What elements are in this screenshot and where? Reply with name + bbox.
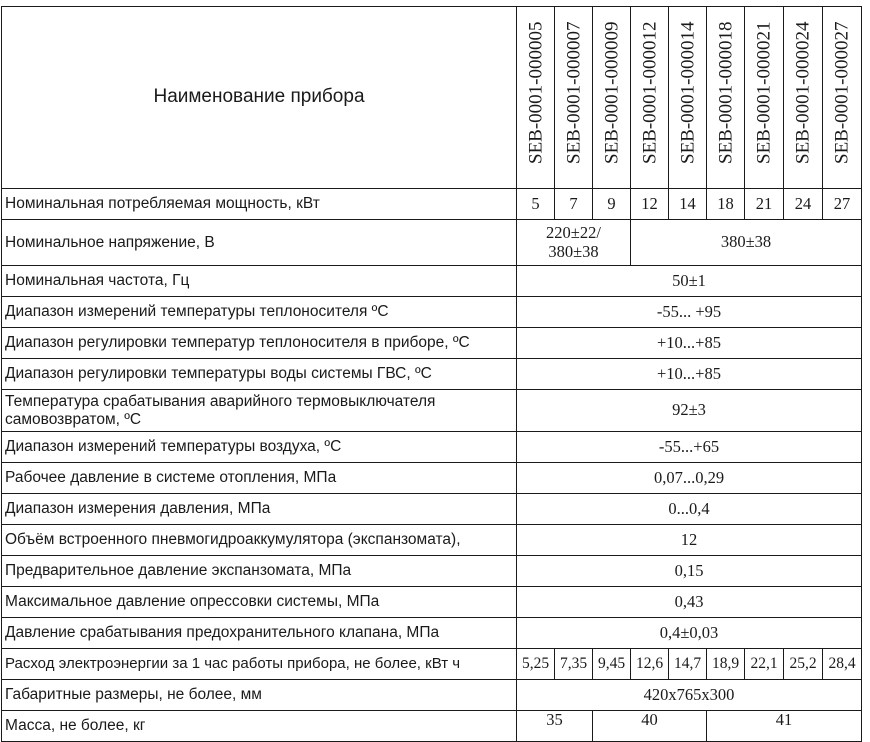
energy-value: 18,9	[707, 649, 745, 680]
row-label: Масса, не более, кг	[2, 711, 517, 742]
row-label: Объём встроенного пневмогидроаккумулятора (экспанзомата),	[2, 525, 517, 556]
row-label: Номинальная частота, Гц	[2, 266, 517, 297]
table-row	[2, 525, 862, 556]
measure-temp-value: -55... +95	[517, 297, 862, 328]
power-value: 9	[593, 189, 631, 220]
energy-value: 22,1	[745, 649, 784, 680]
model-header: SEB-0001-000009	[593, 7, 631, 189]
pressure-range-value: 0...0,4	[517, 494, 862, 525]
table-row	[2, 359, 862, 390]
row-label: Номинальное напряжение, В	[2, 220, 517, 266]
max-pressure-value: 0,43	[517, 587, 862, 618]
name-header: Наименование прибора	[2, 7, 517, 189]
model-header: SEB-0001-000027	[823, 7, 862, 189]
table-row	[2, 494, 862, 525]
precharge-value: 0,15	[517, 556, 862, 587]
mass-value-c: 41	[707, 711, 862, 742]
accumulator-value: 12	[517, 525, 862, 556]
frequency-value: 50±1	[517, 266, 862, 297]
work-pressure-value: 0,07...0,29	[517, 463, 862, 494]
spec-table	[1, 6, 862, 742]
model-header: SEB-0001-000018	[707, 7, 745, 189]
mass-value-b: 40	[593, 711, 707, 742]
power-value: 21	[745, 189, 784, 220]
dimensions-value: 420х765х300	[517, 680, 862, 711]
table-row	[2, 432, 862, 463]
row-label: Предварительное давление экспанзомата, МПа	[2, 556, 517, 587]
table-row	[2, 587, 862, 618]
row-label: Диапазон измерений температуры теплоносителя ºС	[2, 297, 517, 328]
air-temp-value: -55...+65	[517, 432, 862, 463]
mass-value-a: 35	[517, 711, 593, 742]
row-label: Габаритные размеры, не более, мм	[2, 680, 517, 711]
power-value: 24	[784, 189, 823, 220]
model-header: SEB-0001-000012	[631, 7, 669, 189]
power-value: 12	[631, 189, 669, 220]
row-label: Максимальное давление опрессовки системы, МПа	[2, 587, 517, 618]
row-label: Диапазон измерений температуры воздуха, ºС	[2, 432, 517, 463]
table-row	[2, 711, 862, 742]
power-value: 7	[555, 189, 593, 220]
model-header: SEB-0001-000014	[669, 7, 707, 189]
table-row	[2, 680, 862, 711]
model-header: SEB-0001-000007	[555, 7, 593, 189]
energy-value: 9,45	[593, 649, 631, 680]
voltage-value-high: 380±38	[631, 220, 862, 266]
power-value: 27	[823, 189, 862, 220]
voltage-value-low: 220±22/ 380±38	[517, 220, 631, 266]
row-label: Температура срабатывания аварийного термовыключателя самовозвратом, ºС	[2, 390, 517, 432]
energy-value: 28,4	[823, 649, 862, 680]
power-value: 5	[517, 189, 555, 220]
relief-valve-value: 0,4±0,03	[517, 618, 862, 649]
energy-value: 14,7	[669, 649, 707, 680]
row-label: Диапазон измерения давления, МПа	[2, 494, 517, 525]
table-row	[2, 220, 862, 266]
energy-value: 12,6	[631, 649, 669, 680]
table-row	[2, 390, 862, 432]
table-row	[2, 297, 862, 328]
regulate-temp-value: +10...+85	[517, 328, 862, 359]
model-header: SEB-0001-000024	[784, 7, 823, 189]
header-row	[2, 7, 862, 189]
row-label: Расход электроэнергии за 1 час работы прибора, не более, кВт ч	[2, 649, 517, 680]
power-value: 14	[669, 189, 707, 220]
table-row	[2, 556, 862, 587]
energy-value: 5,25	[517, 649, 555, 680]
dhw-temp-value: +10...+85	[517, 359, 862, 390]
row-label: Давление срабатывания предохранительного клапана, МПа	[2, 618, 517, 649]
table-row	[2, 649, 862, 680]
energy-value: 7,35	[555, 649, 593, 680]
table-row	[2, 618, 862, 649]
row-label: Диапазон регулировки температур теплоносителя в приборе, ºС	[2, 328, 517, 359]
energy-value: 25,2	[784, 649, 823, 680]
table-row	[2, 328, 862, 359]
model-header: SEB-0001-000021	[745, 7, 784, 189]
row-label: Диапазон регулировки температуры воды системы ГВС, ºС	[2, 359, 517, 390]
table-row	[2, 266, 862, 297]
table-row	[2, 463, 862, 494]
table-row	[2, 189, 862, 220]
row-label: Номинальная потребляемая мощность, кВт	[2, 189, 517, 220]
row-label: Рабочее давление в системе отопления, МПа	[2, 463, 517, 494]
model-header: SEB-0001-000005	[517, 7, 555, 189]
power-value: 18	[707, 189, 745, 220]
trip-temp-value: 92±3	[517, 390, 862, 432]
